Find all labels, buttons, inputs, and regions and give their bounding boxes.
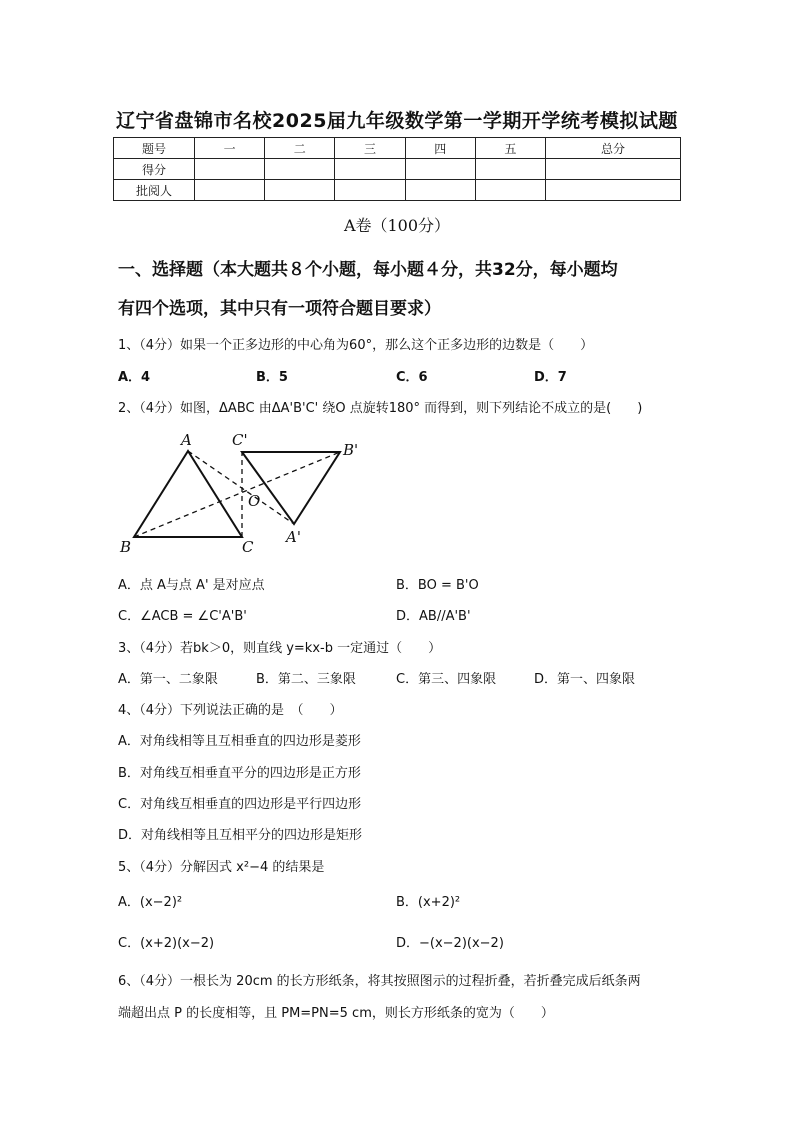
table-row — [114, 138, 681, 159]
q2-option-a[interactable]: A．点 A与点 A' 是对应点 — [118, 578, 265, 593]
label-o: O — [248, 492, 261, 510]
table-row — [114, 180, 681, 201]
table-cell: 批阅人 — [114, 180, 195, 201]
table-cell: 三 — [335, 138, 405, 159]
section-heading: 一、选择题（本大题共８个小题，每小题４分，共32分，每小题均 — [118, 260, 618, 280]
q5-option-b[interactable]: B．(x+2)² — [396, 895, 461, 910]
exam-title: 辽宁省盘锦市名校2025届九年级数学第一学期开学统考模拟试题 — [116, 110, 678, 132]
question-2-stem: 2、（4分）如图，ΔABC 由ΔA'B'C' 绕O 点旋转180° 而得到，则下列结论不成立的是( ) — [118, 401, 643, 416]
label-a-prime: A' — [286, 528, 301, 546]
table-cell — [335, 180, 405, 201]
q5-option-a[interactable]: A．(x−2)² — [118, 895, 183, 910]
table-cell: 五 — [475, 138, 545, 159]
table-cell — [546, 180, 681, 201]
question-5-stem: 5、（4分）分解因式 x²−4 的结果是 — [118, 860, 325, 875]
q3-option-b[interactable]: B．第二、三象限 — [256, 672, 356, 687]
table-cell: 得分 — [114, 159, 195, 180]
q1-option-b[interactable]: B．5 — [256, 370, 288, 385]
triangle-abc — [134, 451, 242, 537]
q5-option-d[interactable]: D．−(x−2)(x−2) — [396, 936, 504, 951]
table-cell — [546, 159, 681, 180]
table-cell — [335, 159, 405, 180]
table-cell — [475, 159, 545, 180]
table-cell — [405, 180, 475, 201]
question-4-stem: 4、（4分）下列说法正确的是 （ ） — [118, 703, 343, 718]
question-1-stem: 1、（4分）如果一个正多边形的中心角为60°，那么这个正多边形的边数是（ ） — [118, 338, 594, 353]
question-6-stem-cont: 端超出点 P 的长度相等，且 PM=PN=5 cm，则长方形纸条的宽为（ ） — [118, 1006, 554, 1021]
section-heading-cont: 有四个选项，其中只有一项符合题目要求） — [118, 299, 441, 319]
q2-option-d[interactable]: D．AB//A'B' — [396, 609, 471, 624]
question-6-stem: 6、（4分）一根长为 20cm 的长方形纸条，将其按照图示的过程折叠，若折叠完成后纸条两 — [118, 974, 641, 989]
table-cell — [195, 159, 265, 180]
label-c-prime: C' — [232, 431, 248, 449]
table-cell — [265, 159, 335, 180]
score-table — [113, 137, 681, 201]
q1-option-d[interactable]: D．7 — [534, 370, 567, 385]
triangle-a-b-c-prime — [242, 452, 340, 524]
q1-option-c[interactable]: C．6 — [396, 370, 428, 385]
q2-option-b[interactable]: B．BO = B'O — [396, 578, 479, 593]
table-cell: 四 — [405, 138, 475, 159]
question-3-stem: 3、（4分）若bk＞0，则直线 y=kx-b 一定通过（ ） — [118, 641, 442, 656]
q4-option-c[interactable]: C．对角线互相垂直的四边形是平行四边形 — [118, 797, 362, 812]
label-a: A — [181, 431, 192, 449]
label-b: B — [120, 538, 132, 556]
table-cell — [265, 180, 335, 201]
rotation-figure — [118, 427, 380, 557]
q1-option-a[interactable]: A．4 — [118, 370, 151, 385]
table-cell: 题号 — [114, 138, 195, 159]
q3-option-c[interactable]: C．第三、四象限 — [396, 672, 497, 687]
q4-option-b[interactable]: B．对角线互相垂直平分的四边形是正方形 — [118, 766, 361, 781]
q4-option-d[interactable]: D．对角线相等且互相平分的四边形是矩形 — [118, 828, 363, 843]
q5-option-c[interactable]: C．(x+2)(x−2) — [118, 936, 215, 951]
label-b-prime: B' — [343, 441, 359, 459]
table-row — [114, 159, 681, 180]
table-cell: 二 — [265, 138, 335, 159]
table-cell: 总分 — [546, 138, 681, 159]
q4-option-a[interactable]: A．对角线相等且互相垂直的四边形是菱形 — [118, 734, 361, 749]
paper-label: A卷（100分） — [343, 216, 451, 235]
table-cell: 一 — [195, 138, 265, 159]
q3-option-a[interactable]: A．第一、二象限 — [118, 672, 218, 687]
label-c: C — [242, 538, 254, 556]
q3-option-d[interactable]: D．第一、四象限 — [534, 672, 636, 687]
table-cell — [475, 180, 545, 201]
table-cell — [195, 180, 265, 201]
dashed-a-a-prime — [188, 451, 294, 524]
dashed-b-b-prime — [134, 452, 340, 537]
table-cell — [405, 159, 475, 180]
q2-option-c[interactable]: C．∠ACB = ∠C'A'B' — [118, 609, 247, 624]
